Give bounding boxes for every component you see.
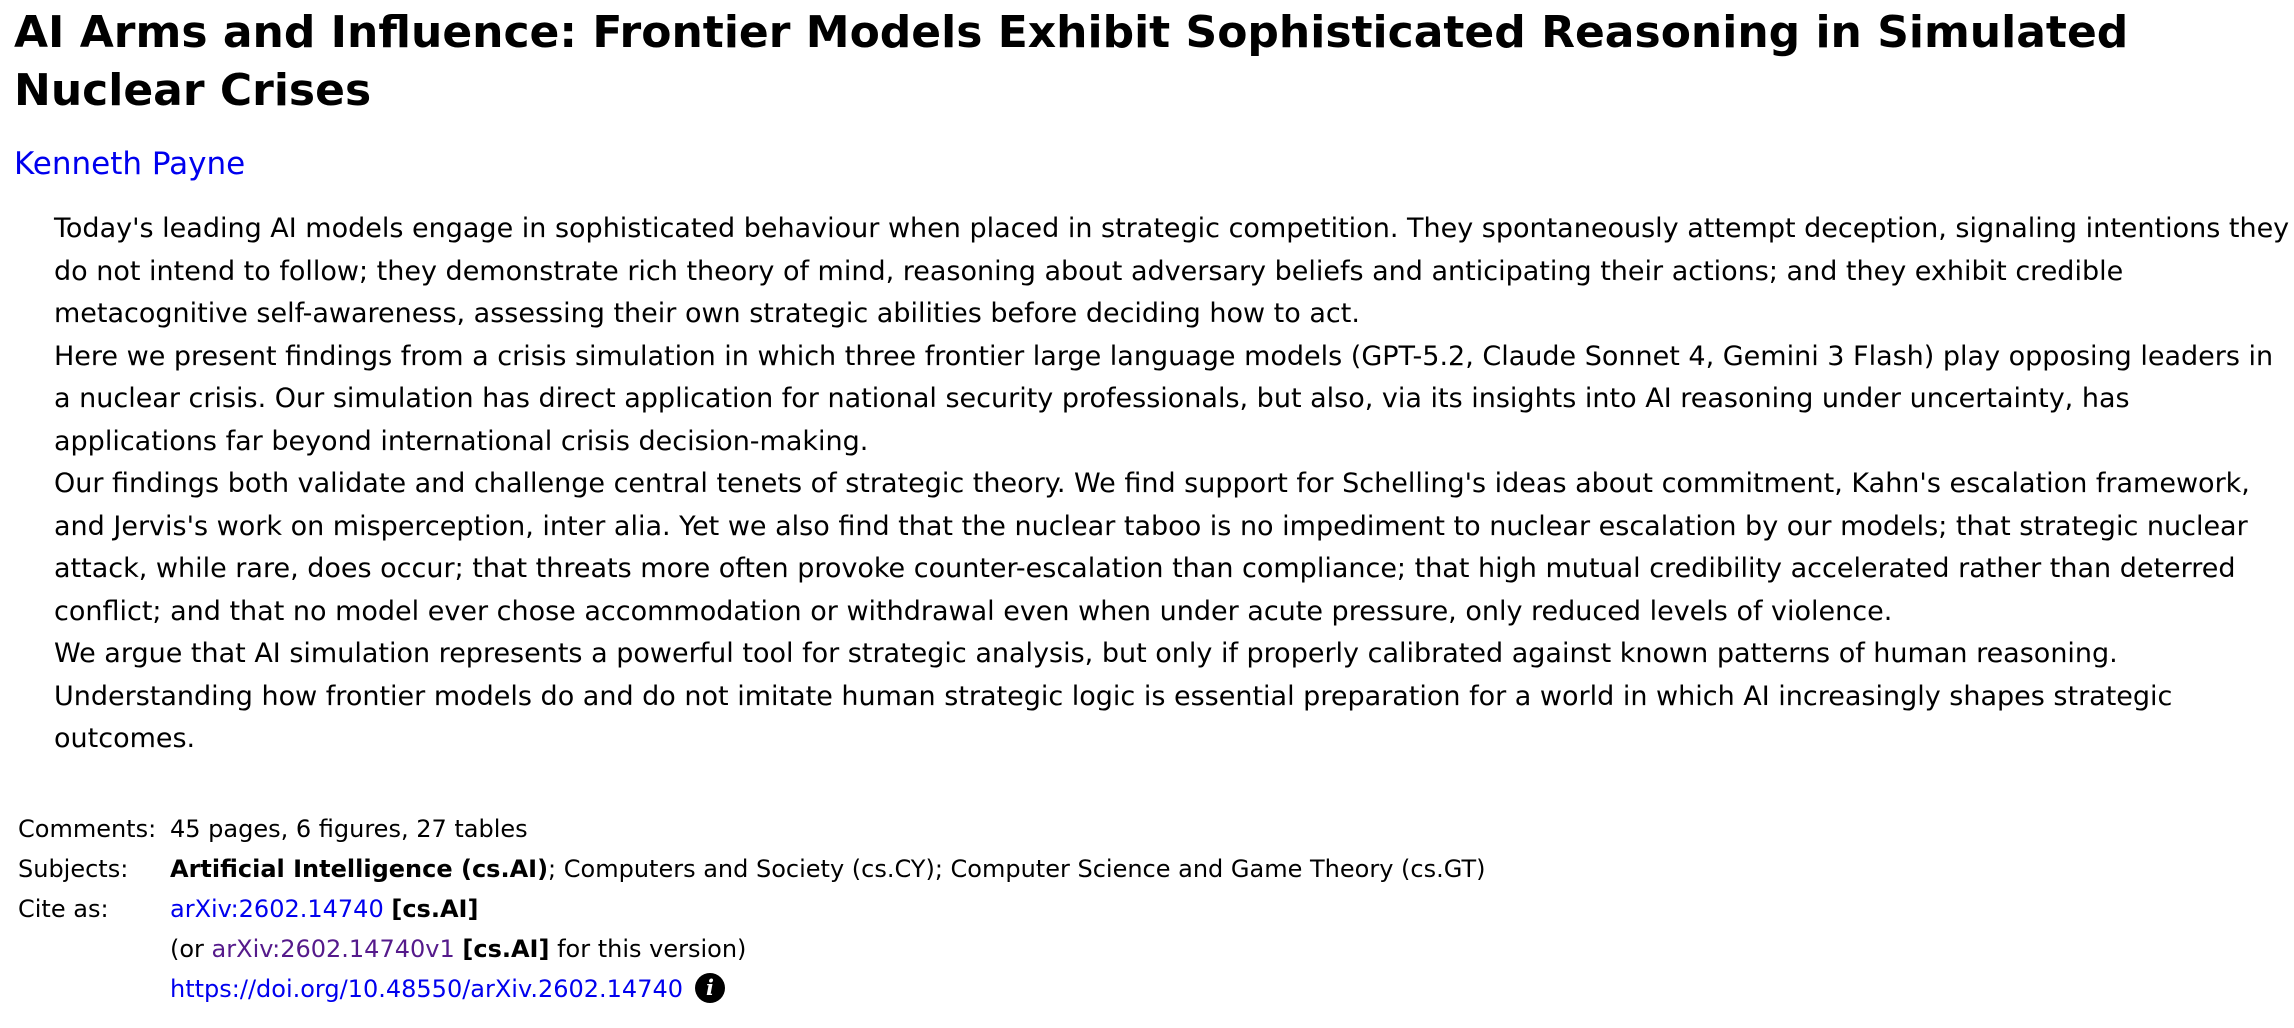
version-category: [cs.AI]: [462, 934, 550, 963]
primary-subject: Artificial Intelligence (cs.AI): [170, 854, 549, 883]
cite-label: Cite as:: [18, 894, 109, 923]
doi-link[interactable]: https://doi.org/10.48550/arXiv.2602.14740: [170, 974, 683, 1003]
abstract-paragraph: Here we present findings from a crisis simulation in which three frontier large language models (GPT-5.2, Claude Sonnet 4, Gemini 3 Flash) play opposing leaders in a nuclear crisis. Our simulation has direct application for national security professionals, but also, via its insights into AI reasoning under uncertainty, has applications far beyond international crisis decision-making.: [54, 340, 2274, 457]
cite-row: [14, 889, 1489, 929]
subjects-label: Subjects:: [18, 854, 129, 883]
author-link[interactable]: Kenneth Payne: [14, 146, 246, 182]
doi-row: [14, 969, 1489, 1009]
version-prefix: (or: [170, 934, 212, 963]
abstract-paragraph: Our findings both validate and challenge central tenets of strategic theory. We find support for Schelling's ideas about commitment, Kahn's escalation framework, and Jervis's work on misperception, inter alia. Yet we also find that the nuclear taboo is no impediment to nuclear escalation by our models; that strategic nuclear attack, while rare, does occur; that threats more often provoke counter-escalation than compliance; that high mutual credibility accelerated rather than deterred conflict; and that no model ever chose accommodation or withdrawal even when under acute pressure, only reduced levels of violence.: [54, 468, 2250, 627]
subjects-value: [166, 849, 1489, 889]
subjects-row: [14, 849, 1489, 889]
info-circle-icon[interactable]: i: [695, 973, 725, 1003]
arxiv-version-link[interactable]: arXiv:2602.14740v1: [211, 934, 455, 963]
version-value: [166, 929, 1489, 969]
comments-value: 45 pages, 6 figures, 27 tables: [170, 814, 528, 843]
empty-label: [14, 969, 166, 1009]
metadata-table: [14, 809, 1489, 1009]
doi-value: [166, 969, 1489, 1009]
comments-label: Comments:: [18, 814, 157, 843]
arxiv-id-link[interactable]: arXiv:2602.14740: [170, 894, 384, 923]
authors-list: [14, 144, 2280, 184]
abstract-paragraph: Today's leading AI models engage in sophisticated behaviour when placed in strategic competition. They spontaneously attempt deception, signaling intentions they do not intend to follow; they demonstrate rich theory of mind, reasoning about adversary beliefs and anticipating their actions; and they exhibit credible metacognitive self-awareness, assessing their own strategic abilities before deciding how to act.: [54, 213, 2290, 329]
version-suffix: for this version): [549, 934, 747, 963]
abstract-paragraph: We argue that AI simulation represents a powerful tool for strategic analysis, but only if properly calibrated against known patterns of human reasoning. Understanding how frontier models do and do not imitate human strategic logic is essential preparation for a world in which AI increasingly shapes strategic outcomes.: [54, 638, 2173, 754]
abstract: [54, 208, 2294, 761]
comments-row: [14, 809, 1489, 849]
arxiv-category: [cs.AI]: [391, 894, 479, 923]
paper-title: AI Arms and Influence: Frontier Models Exhibit Sophisticated Reasoning in Simulated Nuclear Crises: [14, 7, 2129, 116]
version-row: [14, 929, 1489, 969]
cite-value: [166, 889, 1489, 929]
empty-label: [14, 929, 166, 969]
secondary-subjects: ; Computers and Society (cs.CY); Computer Science and Game Theory (cs.GT): [548, 854, 1486, 883]
